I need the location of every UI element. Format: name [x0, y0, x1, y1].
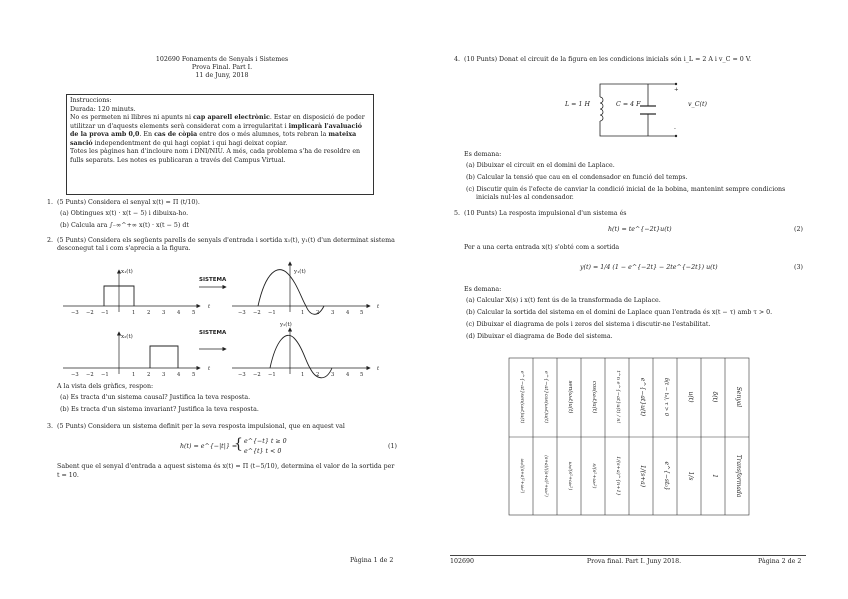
- tick-x2-4: 4: [177, 372, 181, 378]
- t-label-y2: t: [377, 366, 380, 372]
- q3-equation-number: (1): [388, 443, 397, 450]
- header-line-3: 11 de Juny, 2018: [195, 72, 249, 79]
- tick-x2-5: 5: [192, 372, 196, 378]
- table-row-2-signal: u(t): [687, 391, 694, 403]
- table-row-3-signal: δ(t − t₀), τ > 0: [663, 377, 669, 417]
- q2-text-1: (5 Punts) Considera els següents parells de senyals d'entrada i sortida x₁(t), y₁(t) d'un determinat sistema: [57, 237, 395, 244]
- q5-part-d: (d) Dibuixar el diagrama de Bode del sistema.: [466, 333, 613, 340]
- y1-curve: [258, 270, 324, 315]
- instructions-line-4: sanció independentment de qui hagi copiat i qui hagi deixat copiar.: [70, 139, 288, 147]
- x2-label: x₂(t): [121, 334, 133, 340]
- q5-equation-2-number: (2): [794, 226, 803, 233]
- q3-after-2: t = 10.: [57, 472, 79, 479]
- tick-x2-3: 3: [162, 372, 166, 378]
- q3-case-2: e^{t} t < 0: [244, 448, 282, 455]
- tick-y1-3: 3: [331, 310, 335, 316]
- laplace-table: [424, 0, 848, 560]
- table-row-7-signal: sen(ω₀t)u(t): [567, 380, 573, 414]
- q1-part-a: (a) Obtingues x(t) · x(t − 5) i dibuixa-ho.: [60, 210, 189, 217]
- tick-y1-neg2: −2: [253, 310, 261, 316]
- q5-number: 5.: [454, 210, 461, 217]
- tick-x2-1: 1: [132, 372, 136, 378]
- q5-equation-3: y(t) = 1/4 (1 − e^{−2t} − 2te^{−2t}) u(t): [580, 264, 718, 271]
- tick-x2-2: 2: [147, 372, 151, 378]
- instructions-duration: Durada: 120 minuts.: [70, 105, 136, 113]
- tick-y1-1: 1: [301, 310, 305, 316]
- q5-demana: Es demana:: [464, 286, 502, 293]
- capacitor-label: C = 4 F: [616, 101, 641, 108]
- table-row-4-transform: 1/(s+a): [639, 464, 646, 488]
- table-row-8-transform: (s+a)/((s+a)²+ω₀²): [543, 455, 548, 497]
- header-line-2: Prova Final. Part I.: [191, 64, 253, 71]
- q4-text: (10 Punts) Donat el circuit de la figura en les condicions inicials són i_L = 2 A i v_C = 0 V.: [464, 56, 752, 63]
- footer-rule: [450, 555, 806, 556]
- plus-sign: +: [674, 87, 679, 93]
- table-row-6-signal: cos(ω₀t)u(t): [591, 380, 597, 414]
- tick-y1-5: 5: [360, 310, 364, 316]
- q3-after-1: Sabent que el senyal d'entrada a aquest sistema és x(t) = Π (t−5/10), determina el valor de la sortida per: [57, 463, 395, 470]
- tick-y2-2: 2: [316, 372, 320, 378]
- page-2: [424, 0, 848, 599]
- tick-x1-1: 1: [132, 310, 136, 316]
- tick-y1-4: 4: [346, 310, 350, 316]
- sistema-label-1: SISTEMA: [199, 277, 227, 283]
- tick-x1-neg2: −2: [86, 310, 94, 316]
- tick-y2-4: 4: [346, 372, 350, 378]
- t-label-x2: t: [208, 366, 211, 372]
- instructions-title: Instruccions:: [70, 97, 112, 104]
- table-row-3-transform: e^{−st₀}: [663, 461, 670, 491]
- q5-equation-2: h(t) = te^{−2t}u(t): [608, 226, 672, 233]
- q2-part-a: (a) Es tracta d'un sistema causal? Justifica la teva resposta.: [60, 394, 251, 401]
- q3-text: (5 Punts) Considera un sistema definit per la seva resposta impulsional, que en aquest val: [57, 423, 345, 430]
- tick-y1-neg3: −3: [238, 310, 246, 316]
- q1-number: 1.: [47, 199, 54, 206]
- tick-x1-3: 3: [162, 310, 166, 316]
- table-row-8-signal: e^{−at}cos(ω₀t)u(t): [543, 370, 549, 424]
- table-header-senyal: Senyal: [735, 386, 742, 408]
- table-row-5-signal: t^n e^{−at}u(t) / n!: [615, 370, 621, 424]
- tick-x1-neg1: −1: [101, 310, 109, 316]
- q4-part-c-1: (c) Discutir quin és l'efecte de canviar la condició inicial de la bobina, mantenint sempre condicions: [466, 186, 786, 193]
- q3-equation-lhs: h(t) = e^{−|t|} =: [180, 443, 238, 450]
- q4-part-c-2: inicials nul·les al condensador.: [476, 194, 574, 201]
- page-2-footer-right: Pàgina 2 de 2: [758, 558, 802, 565]
- tick-x1-neg3: −3: [71, 310, 79, 316]
- tick-y2-neg3: −3: [238, 372, 246, 378]
- q2-number: 2.: [47, 237, 54, 244]
- q5-text: (10 Punts) La resposta impulsional d'un sistema és: [464, 210, 627, 217]
- table-row-2-transform: 1/s: [687, 471, 694, 481]
- t-label-y1: t: [377, 304, 380, 310]
- q4-part-b: (b) Calcular la tensió que cau en el condensador en funció del temps.: [466, 174, 688, 181]
- instructions-line-5: Totes les pàgines han d'incloure nom i DNI/NIU. A més, cada problema s'ha de resoldre en: [70, 148, 361, 155]
- q4-number: 4.: [454, 56, 461, 63]
- header-line-1: 102690 Fonaments de Senyals i Sistemes: [155, 56, 289, 63]
- instructions-line-6: fulls separats. Les notes es publicaran a través del Campus Virtual.: [70, 156, 286, 164]
- q4-part-a: (a) Dibuixar el circuit en el domini de Laplace.: [466, 162, 615, 169]
- instructions-line-3: de la prova amb 0,0. En cas de còpia entre dos o més alumnes, tots rebran la mateixa: [70, 131, 357, 138]
- instructions-line-2: utilitzar un d'aquests elements serà considerat com a irregularitat i implicarà l'avaluació: [70, 122, 362, 130]
- q2-after: A la vista dels gràfics, respon:: [57, 383, 154, 390]
- table-row-9-signal: e^{−at}sen(ω₀t)u(t): [519, 370, 525, 424]
- tick-y2-5: 5: [360, 372, 364, 378]
- instructions-line-1: No es permeten ni llibres ni apunts ni cap aparell electrònic. Estar en disposició de poder: [70, 114, 365, 121]
- q5-part-c: (c) Dibuixar el diagrama de pols i zeros del sistema i discutir-ne l'estabilitat.: [466, 321, 711, 328]
- table-row-9-transform: ω₀/((s+a)²+ω₀²): [519, 458, 524, 494]
- tick-x2-neg2: −2: [86, 372, 94, 378]
- q5-mid-text: Per a una certa entrada x(t) s'obté com a sortida: [464, 244, 620, 251]
- table-row-1-signal: δ(t): [711, 391, 718, 403]
- q3-brace: {: [234, 436, 243, 452]
- tick-y1-neg1: −1: [268, 310, 276, 316]
- sistema-label-2: SISTEMA: [199, 330, 227, 336]
- tick-x1-5: 5: [192, 310, 196, 316]
- q4-demana: Es demana:: [464, 151, 502, 158]
- q2-signal-figures: [0, 0, 424, 400]
- x1-label: x₁(t): [121, 269, 133, 275]
- inductor-label: L = 1 H: [565, 101, 590, 108]
- q5-part-a: (a) Calcular X(s) i x(t) fent ús de la transformada de Laplace.: [466, 297, 661, 304]
- q1-text: (5 Punts) Considera el senyal x(t) = Π (t/10).: [57, 199, 200, 206]
- tick-y2-neg1: −1: [268, 372, 276, 378]
- y2-label: y₂(t): [280, 322, 292, 328]
- q3-number: 3.: [47, 423, 54, 430]
- tick-x2-neg3: −3: [71, 372, 79, 378]
- q5-equation-3-number: (3): [794, 264, 803, 271]
- table-row-7-transform: ω₀/(s²+ω₀²): [567, 461, 573, 491]
- tick-x1-2: 2: [147, 310, 151, 316]
- table-row-5-transform: 1/(s+a)^{n+1}: [615, 456, 621, 496]
- table-row-4-signal: e^{−at}u(t): [639, 377, 646, 417]
- table-header-transformada: Transformada: [735, 454, 742, 498]
- tick-y1-2: 2: [316, 310, 320, 316]
- page-2-footer-left: 102690: [450, 558, 475, 565]
- q2-text-2: desconegut tal i com s'aprecia a la figura.: [57, 245, 191, 252]
- tick-x1-4: 4: [177, 310, 181, 316]
- table-row-6-transform: s/(s²+ω₀²): [591, 463, 597, 489]
- q3-case-1: e^{−t} t ≥ 0: [244, 438, 287, 445]
- t-label-x1: t: [208, 304, 211, 310]
- tick-x2-neg1: −1: [101, 372, 109, 378]
- capacitor-voltage-label: v_C(t): [688, 101, 707, 108]
- y1-label: y₁(t): [294, 269, 306, 275]
- table-row-1-transform: 1: [711, 474, 718, 478]
- minus-sign: -: [674, 126, 676, 132]
- tick-y2-3: 3: [331, 372, 335, 378]
- q1-part-b: (b) Calcula ara ∫₋∞^+∞ x(t) · x(t − 5) dt: [60, 222, 189, 229]
- page-2-footer-center: Prova final. Part I. Juny 2018.: [586, 558, 682, 565]
- tick-y2-1: 1: [301, 372, 305, 378]
- x2-pulse: [150, 346, 178, 368]
- q2-part-b: (b) Es tracta d'un sistema invariant? Justifica la teva resposta.: [60, 406, 259, 413]
- page-1-footer: Pàgina 1 de 2: [350, 557, 394, 564]
- tick-y2-neg2: −2: [253, 372, 261, 378]
- q5-part-b: (b) Calcular la sortida del sistema en el domini de Laplace quan l'entrada és x(t − τ) amb τ > 0.: [466, 309, 773, 316]
